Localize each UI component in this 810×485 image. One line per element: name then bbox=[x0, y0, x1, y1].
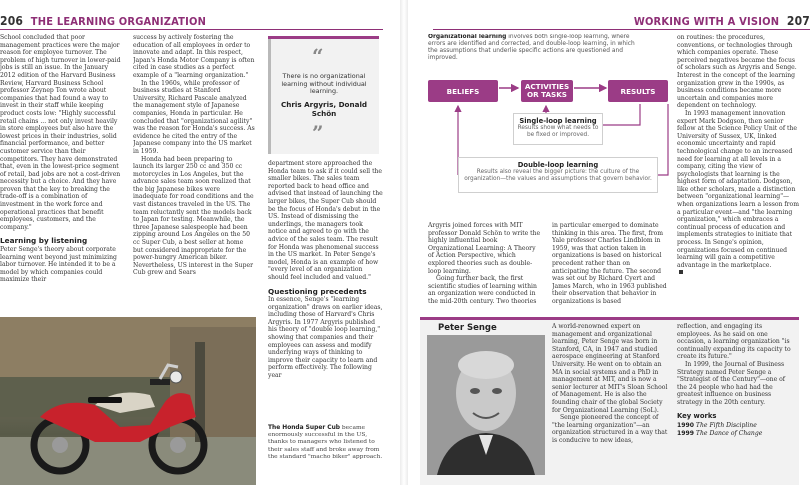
left-column-2 bbox=[133, 34, 255, 316]
left-header-rule bbox=[0, 29, 383, 30]
right-column-b1 bbox=[428, 222, 543, 314]
left-running-head bbox=[0, 14, 206, 28]
pull-quote-accent-bar bbox=[268, 36, 379, 39]
diagram-intro-text: involves both single-loop learning, where errors are identified and corrected, and double-loop learning, in which the assumptions that underlie specific actions are questioned and improved. bbox=[428, 34, 635, 62]
end-mark-icon bbox=[679, 270, 683, 274]
key-works-title: Key works bbox=[677, 411, 717, 420]
single-loop-box bbox=[513, 113, 603, 145]
profile-column-1 bbox=[552, 323, 670, 481]
profile-paragraph: A world-renowned expert on management and organizational learning, Peter Senge was born in Stanford, CA, in 1947 and studied aerospace engineering at Stanford University. He went on to obtain an MA in social systems and a PhD in management at MIT, and is now a senior lecturer at MIT's Sloan School of Management. He is also the founding chair of the global Society for Organizational Learning (SoL). bbox=[552, 323, 668, 414]
key-work-item bbox=[677, 422, 795, 430]
left-running-title: THE LEARNING ORGANIZATION bbox=[30, 15, 207, 28]
results-box: RESULTS bbox=[608, 80, 668, 102]
key-work-year: 1990 bbox=[677, 422, 694, 430]
diagram-intro bbox=[428, 34, 646, 74]
double-loop-title: Double-loop learning bbox=[517, 161, 599, 169]
diagram-intro-lead: Organizational learning bbox=[428, 34, 507, 40]
left-column-3 bbox=[268, 160, 383, 422]
single-loop-desc: Results show what needs to be fixed or improved. bbox=[517, 125, 599, 138]
double-loop-box bbox=[458, 157, 658, 193]
key-work-title: The Fifth Discipline bbox=[695, 422, 757, 430]
right-column-b2 bbox=[552, 222, 667, 314]
body-paragraph: Argyris joined forces with MIT professor Donald Schön to write the highly influential book Organizational Learning: A Theory of Action Perspective, which explored theories such as double-loop learning. bbox=[428, 222, 541, 275]
close-quote-icon: ” bbox=[312, 121, 324, 145]
profile-paragraph: In 1999, the Journal of Business Strategy named Peter Senge a "Strategist of the Century"—one of the 24 people who had had the greatest influence on business strategy in the 20th century. bbox=[677, 360, 786, 406]
open-quote-icon: “ bbox=[312, 44, 324, 68]
right-running-head bbox=[634, 14, 810, 28]
body-paragraph: In 1993 management innovation expert Mark Dodgson, then senior fellow at the Science Policy Unit of the University of Sussex, UK, linked economic uncertainty and rapid technological change to an increased need for learning at all levels in a company, citing the view of psychologists that learning is the highest form of adaptation. Dodgson, like other scholars, made a distinction between "organizational learning"—when organizations learn a lesson from a particular event—and "the learning organization," which embraces a continual process of education and implements strategies to initiate that process. In Senge's opinion, organizations focused on continued learning will gain a competitive advantage in the marketplace. bbox=[677, 109, 799, 269]
left-page-number: 206 bbox=[0, 14, 24, 28]
subhead-questioning-precedents: Questioning precedents bbox=[268, 286, 367, 296]
single-loop-title: Single-loop learning bbox=[519, 117, 597, 125]
left-column-1 bbox=[0, 34, 122, 316]
body-paragraph: In essence, Senge's "learning organization" draws on earlier ideas, including those of Harvard's Chris Argyris. In 1977 Argyris published his theory of "double loop learning," showing that companies and their employees can assess and modify underlying ways of thinking to improve their capacity to learn and perform effectively. The following year bbox=[268, 296, 383, 380]
double-loop-desc: Results also reveal the bigger picture: the culture of the organization—the values and assumptions that govern behavior. bbox=[464, 169, 652, 182]
caption-text: became enormously successful in the US, thanks to managers who listened to their sales staff and broke away from the standard "macho biker" approach. bbox=[268, 425, 383, 460]
key-work-item bbox=[677, 430, 795, 438]
pull-quote-author: Chris Argyris, Donald Schön bbox=[280, 100, 368, 118]
caption-lead: The Honda Super Cub bbox=[268, 425, 341, 431]
key-work-title: The Dance of Change bbox=[695, 429, 763, 437]
photo-caption bbox=[268, 425, 383, 461]
key-work-year: 1999 bbox=[677, 429, 694, 437]
right-running-title: WORKING WITH A VISION bbox=[633, 15, 780, 28]
motorcycle-illustration bbox=[0, 317, 256, 485]
body-paragraph: Peter Senge's theory about corporate learning went beyond just minimizing labor turnover. He intended it to be a model by which companies could maximize their bbox=[0, 246, 117, 284]
right-column-r bbox=[677, 34, 801, 314]
body-paragraph: in particular emerged to dominate thinking in this area. The first, from Yale professor Charles Lindblom in 1959, was that action taken in organizations is based on historical precedent rather than on anticipating the future. The second was set out by Richard Cyert and James March, who in 1963 published their observation that behavior in organizations is based bbox=[552, 222, 667, 305]
body-paragraph: Going further back, the first scientific studies of learning within an organization were conducted in the mid-20th century. Two theories bbox=[428, 275, 537, 305]
subhead-learning-by-listening: Learning by listening bbox=[0, 236, 88, 246]
body-paragraph: department store approached the Honda team to ask if it could sell the smaller bikes. The sales team reported back to head office and advised that instead of launching the larger bikes, the Super Cub should be the focus of Honda's debut in the US. Instead of dismissing the underlings, the managers took notice and agreed to go with the advice of the sales team. The result for Honda was phenomenal success in the US market. In Peter Senge's model, Honda is an example of how "every level of an organization should feel included and valued." bbox=[268, 160, 383, 281]
beliefs-box: BELIEFS bbox=[428, 80, 498, 102]
right-header-rule bbox=[433, 29, 810, 30]
peter-senge-portrait bbox=[427, 335, 545, 475]
portrait-illustration bbox=[427, 335, 545, 475]
body-paragraph: on routines: the procedures, conventions, or technologies through which companies operate. These perceived negatives became the focus of scholars such as Argyris and Senge. Interest in the concept of the learning organization grew in the 1990s, as business conditions became more uncertain and companies more dependent on technology. bbox=[677, 34, 797, 110]
book-gutter bbox=[400, 0, 408, 485]
body-paragraph: Honda had been preparing to launch its larger 250 cc and 350 cc motorcycles in Los Angeles, but the advance sales team soon realized that the big Japanese bikes were inadequate for road conditions and the vast distances traveled in the US. The team reluctantly sent the models back to Japan for testing. Meanwhile, the three Japanese salespeople had been zipping around Los Angeles on the 50 cc Super Cub, a best seller at home but considered inappropriate for the power-hungry American biker. Nevertheless, US interest in the Super Cub grew and Sears bbox=[133, 155, 254, 277]
pull-quote-text: There is no organizational learning without individual learning. bbox=[281, 72, 367, 96]
body-paragraph: success by actively fostering the education of all employees in order to innovate and adapt. In this respect, Japan's Honda Motor Company is often cited in case studies as a perfect example of a "learning organization." bbox=[133, 34, 255, 79]
body-paragraph: In the 1960s, while professor of business studies at Stanford University, Richard Pascale analyzed the management style of Japanese companies, Honda in particular. He concluded that "organizational agility" was the reason for Honda's success. As evidence he cited the entry of the Japanese company into the US market in 1959. bbox=[133, 79, 255, 155]
activities-box: ACTIVITIES OR TASKS bbox=[521, 80, 573, 102]
profile-column-2 bbox=[677, 323, 795, 481]
honda-super-cub-photo bbox=[0, 317, 256, 485]
profile-title: Peter Senge bbox=[438, 323, 497, 333]
body-paragraph: School concluded that poor management practices were the major reason for employee turnover. The problem of high turnover in lower-paid jobs is still an issue. In the January 2012 edition of the Harvard Business Review, Harvard Business School professor Zeynep Ton wrote about companies that had found a way to invest in their staff while keeping product costs low: "Highly successful retail chains ... not only invest heavily in store employees but also have the lowest prices in their industries, solid financial performance, and better customer service than their competitors. They have demonstrated that, even in the lowest-price segment of retail, bad jobs are not a cost-driven necessity but a choice. And they have proven that the key to breaking the trade-off is a combination of investment in the work force and operational practices that benefit employees, customers, and the company." bbox=[0, 34, 121, 231]
profile-paragraph: reflection, and engaging its employees. As he said on one occasion, a learning organization "is continually expanding its capacity to create its future." bbox=[677, 323, 791, 361]
profile-paragraph: Senge pioneered the concept of "the learning organization"—an organization structured in a way that is conducive to new ideas, bbox=[552, 414, 668, 444]
right-page-number: 207 bbox=[786, 14, 810, 28]
